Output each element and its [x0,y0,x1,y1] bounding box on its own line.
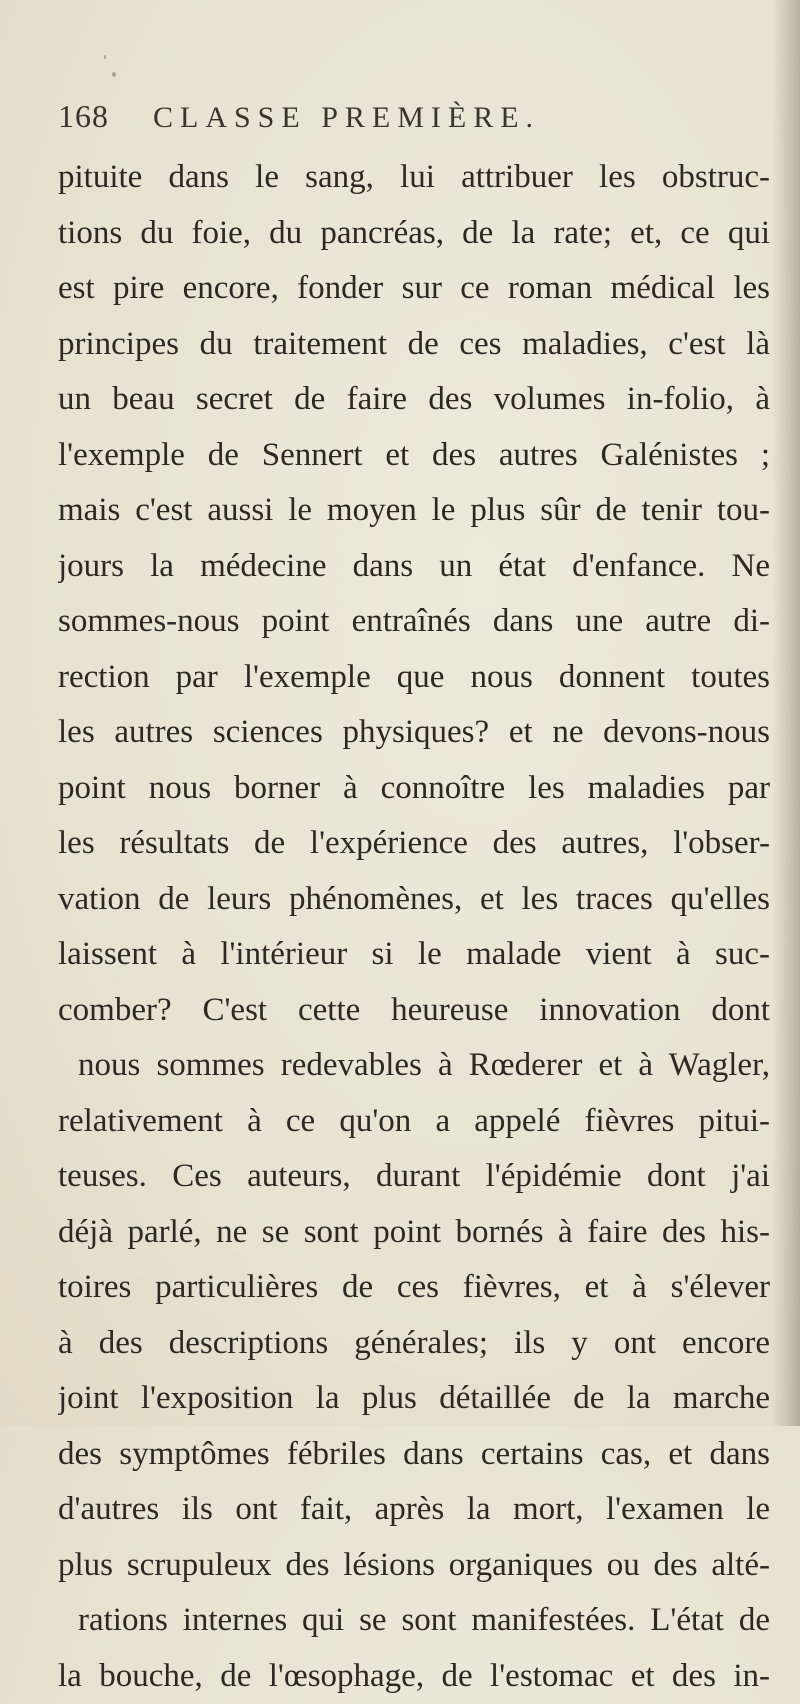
text-line: principes du traitement de ces maladies, c'est là [58,317,770,373]
text-line: joint l'exposition la plus détaillée de la marche [58,1371,770,1427]
body-text [58,150,770,1704]
text-line: l'exemple de Sennert et des autres Galénistes ; [58,428,770,484]
text-line: des symptômes fébriles dans certains cas, et dans [58,1427,770,1483]
text-line: toires particulières de ces fièvres, et à s'élever [58,1260,770,1316]
text-line: vation de leurs phénomènes, et les traces qu'elles [58,872,770,928]
running-head: CLASSE PREMIÈRE. [153,101,540,135]
page-header [58,98,740,144]
text-line: un beau secret de faire des volumes in-folio, à [58,372,770,428]
text-line: laissent à l'intérieur si le malade vient à suc- [58,927,770,983]
text-line: les résultats de l'expérience des autres, l'obser- [58,816,770,872]
text-line: relativement à ce qu'on a appelé fièvres pitui- [58,1094,770,1150]
text-line: teuses. Ces auteurs, durant l'épidémie dont j'ai [58,1149,770,1205]
text-line: tions du foie, du pancréas, de la rate; et, ce qui [58,206,770,262]
text-line: point nous borner à connoître les maladies par [58,761,770,817]
text-line: est pire encore, fonder sur ce roman médical les [58,261,770,317]
text-line: la bouche, de l'œsophage, de l'estomac et des in- [58,1649,770,1704]
text-line: mais c'est aussi le moyen le plus sûr de tenir tou- [58,483,770,539]
text-line: rations internes qui se sont manifestées. L'état de [58,1593,770,1649]
text-line: pituite dans le sang, lui attribuer les obstruc- [58,150,770,206]
text-line: rection par l'exemple que nous donnent toutes [58,650,770,706]
text-line: déjà parlé, ne se sont point bornés à faire des his- [58,1205,770,1261]
paper-speck [104,55,106,59]
text-line: d'autres ils ont fait, après la mort, l'examen le [58,1482,770,1538]
page-number: 168 [58,98,109,135]
text-line: les autres sciences physiques? et ne devons-nous [58,705,770,761]
text-line: plus scrupuleux des lésions organiques ou des alté- [58,1538,770,1594]
text-line: comber? C'est cette heureuse innovation dont [58,983,770,1039]
paper-speck [112,72,116,77]
page-edge-shadow [772,0,800,1426]
text-line: jours la médecine dans un état d'enfance. Ne [58,539,770,595]
text-line: nous sommes redevables à Rœderer et à Wagler, [58,1038,770,1094]
text-line: à des descriptions générales; ils y ont encore [58,1316,770,1372]
text-line: sommes-nous point entraînés dans une autre di- [58,594,770,650]
